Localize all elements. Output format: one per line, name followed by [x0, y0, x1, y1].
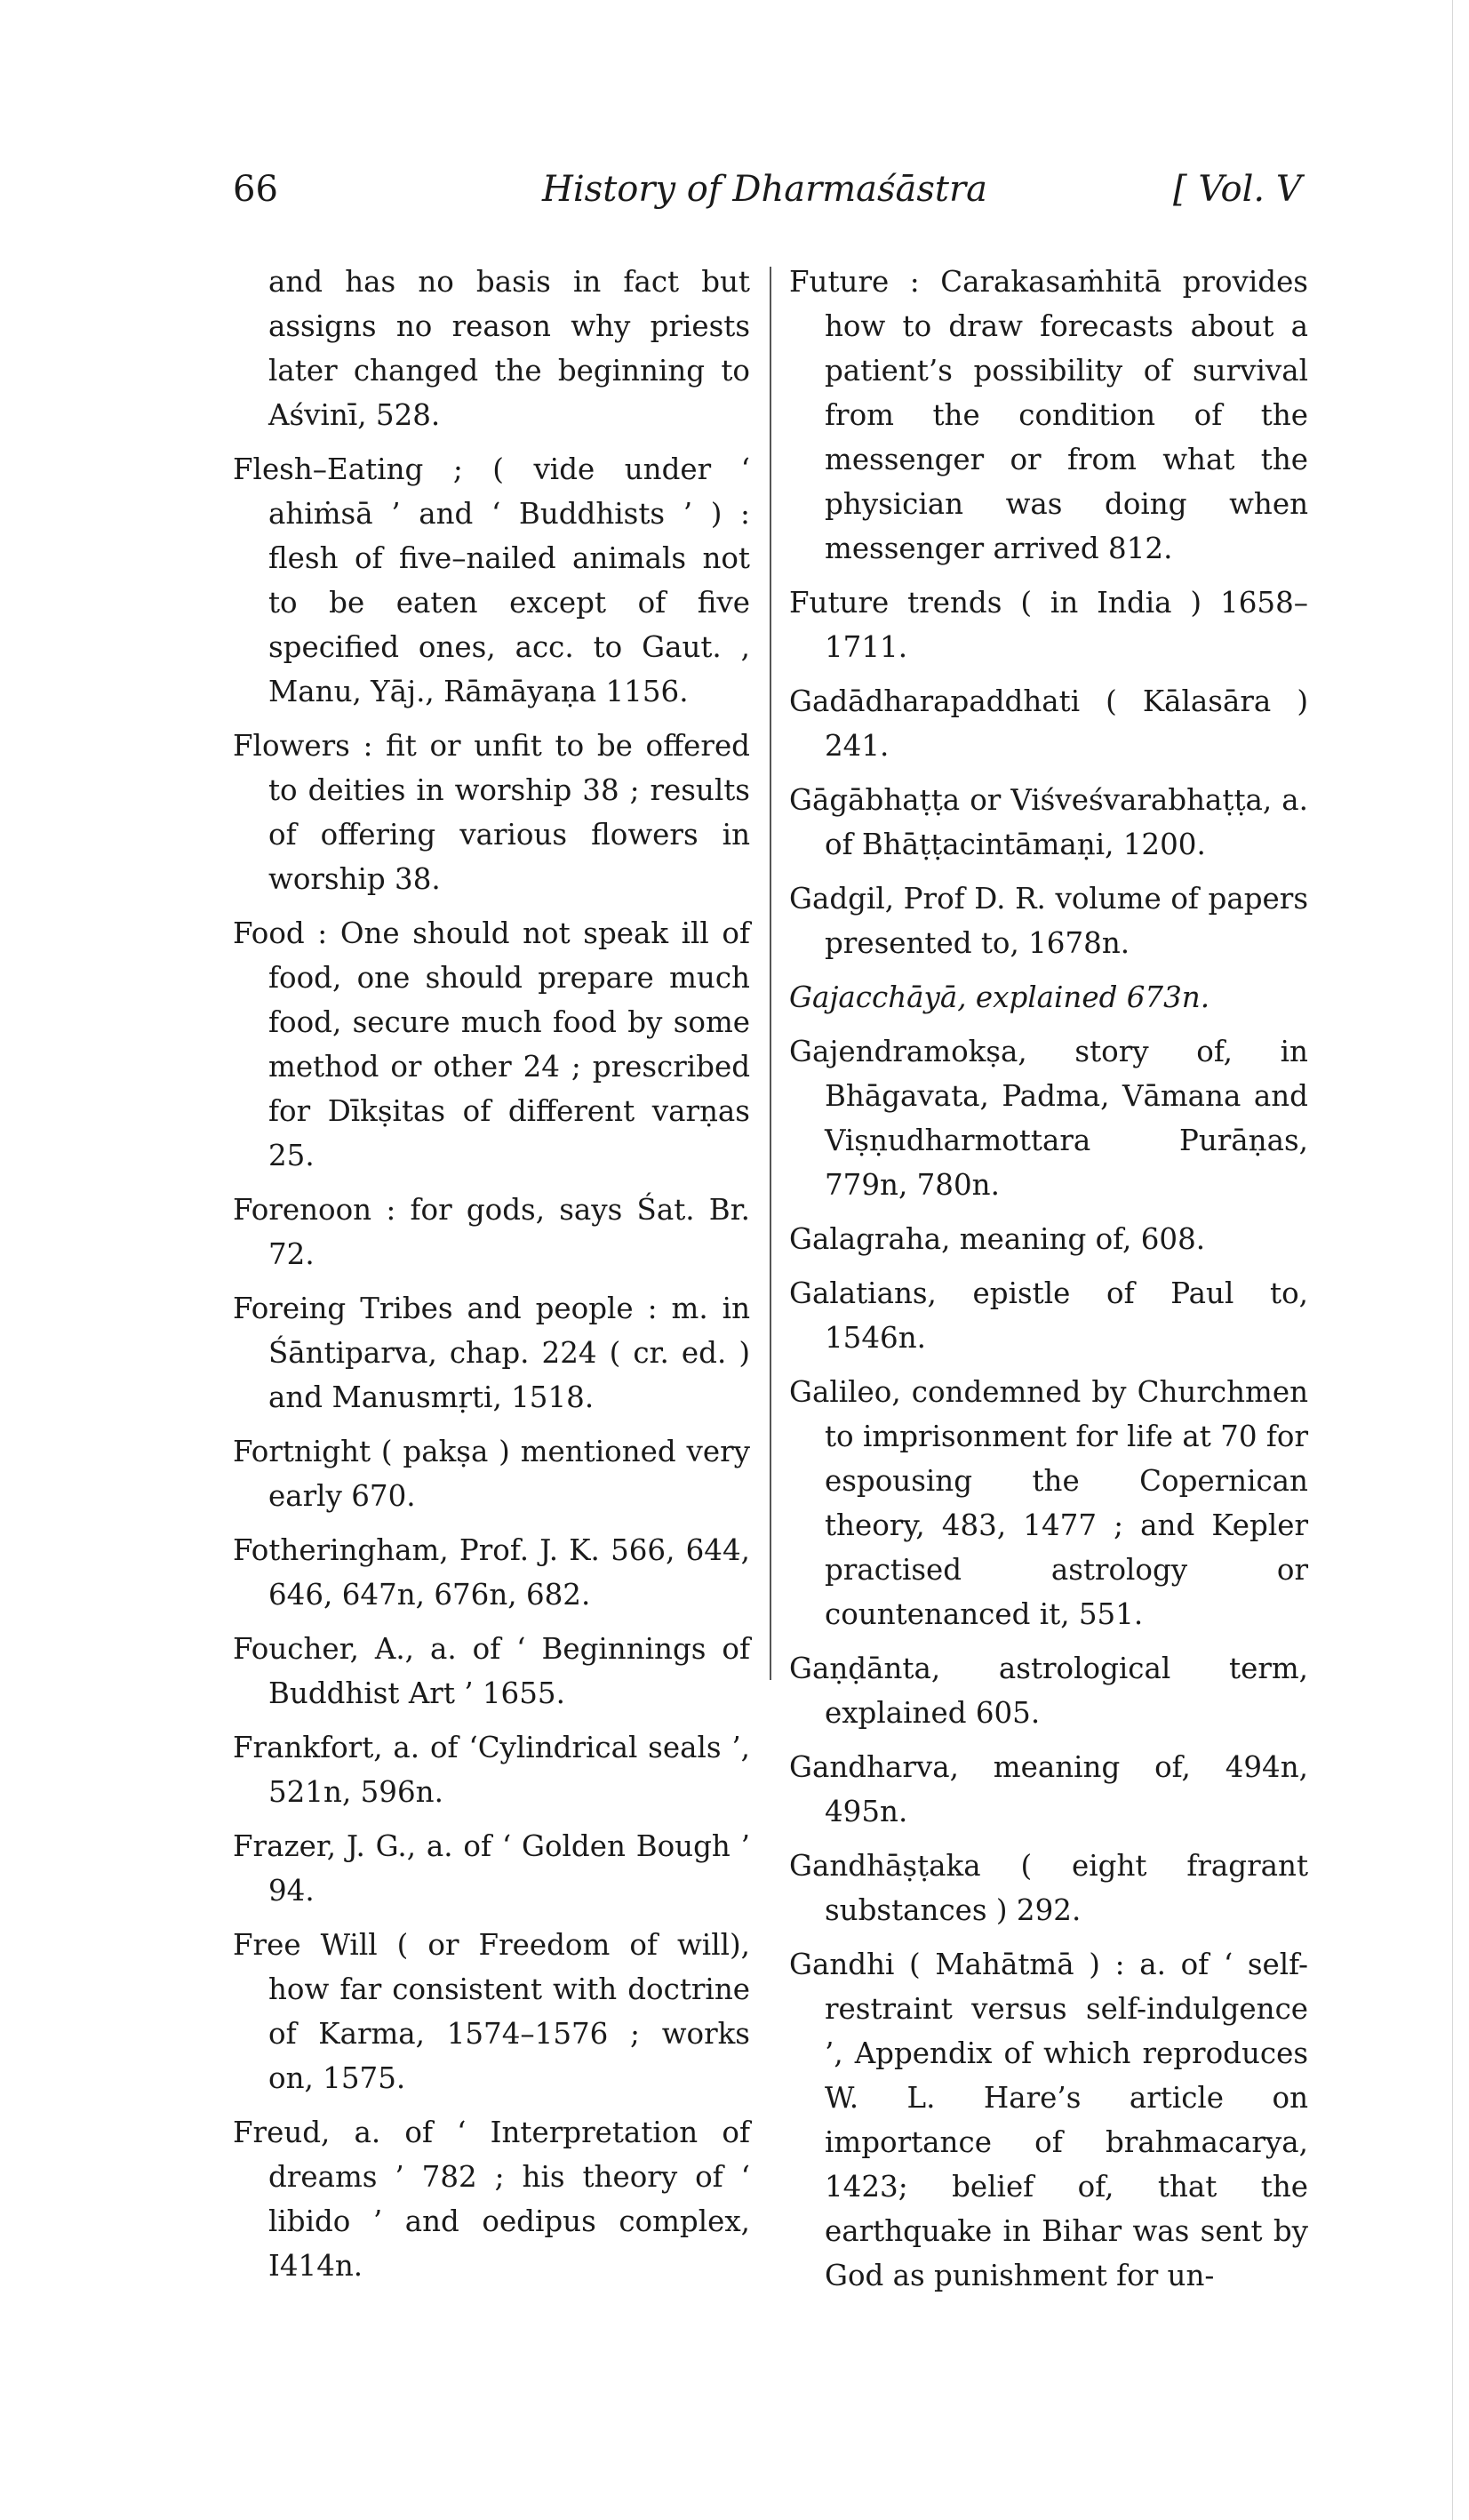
index-entry: Foucher, A., a. of ‘ Beginnings of Buddhist Art ’ 1655. — [233, 1632, 750, 1710]
index-entry: Flesh–Eating ; ( vide under ‘ ahiṁsā ’ and ‘ Buddhists ’ ) : flesh of five–nailed animals not to be eaten except of five specified ones, acc. to Gaut. , Manu, Yāj., Rāmāyaṇa 1156. — [233, 452, 750, 708]
index-entry: Galatians, epistle of Paul to, 1546n. — [789, 1276, 1308, 1355]
index-entry: Fotheringham, Prof. J. K. 566, 644, 646, 647n, 676n, 682. — [233, 1533, 750, 1612]
index-entry: Gajacchāyā, explained 673n. — [789, 980, 1210, 1014]
index-entry: Gandhi ( Mahātmā ) : a. of ‘ self-restraint versus self-indulgence ’, Appendix of which reproduces W. L. Hare’s article on importance of brahmacarya, 1423; belief of, that the earthquake in Bihar was sent by God as punishment for un- — [789, 1948, 1308, 2292]
page-header — [0, 169, 1469, 222]
index-entry: Gandharva, meaning of, 494n, 495n. — [789, 1750, 1308, 1828]
index-entry: Frazer, J. G., a. of ‘ Golden Bough ’ 94. — [233, 1829, 750, 1908]
index-entry: Future : Carakasaṁhitā provides how to draw forecasts about a patient’s possibility of survival from the condition of the messenger or from what the physician was doing when messenger arrived 812. — [789, 265, 1308, 565]
index-entry: Gadādharapaddhati ( Kālasāra ) 241. — [789, 684, 1308, 763]
left-column — [233, 260, 750, 2298]
column-divider — [770, 267, 771, 1680]
index-entry: Freud, a. of ‘ Interpretation of dreams ’ 782 ; his theory of ‘ libido ’ and oedipus complex, I414n. — [233, 2116, 750, 2283]
index-entry: Free Will ( or Freedom of will), how far consistent with doctrine of Karma, 1574–1576 ; works on, 1575. — [233, 1928, 750, 2095]
page-number: 66 — [233, 169, 278, 210]
right-column — [789, 260, 1308, 2308]
volume-label: [ Vol. V — [1173, 169, 1302, 210]
page-edge-line — [1452, 0, 1453, 2520]
index-entry: Foreing Tribes and people : m. in Śāntiparva, chap. 224 ( cr. ed. ) and Manusmṛti, 1518. — [233, 1292, 750, 1414]
index-entry: Gaṇḍānta, astrological term, explained 605. — [789, 1652, 1308, 1730]
index-entry: Future trends ( in India ) 1658–1711. — [789, 586, 1308, 664]
index-entry: and has no basis in fact but assigns no reason why priests later changed the beginning to Aśvinī, 528. — [268, 265, 750, 432]
index-entry: Food : One should not speak ill of food, one should prepare much food, secure much food by some method or other 24 ; prescribed for Dīkṣitas of different varṇas 25. — [233, 916, 750, 1172]
index-entry: Fortnight ( pakṣa ) mentioned very early 670. — [233, 1435, 750, 1513]
index-entry: Gadgil, Prof D. R. volume of papers presented to, 1678n. — [789, 882, 1308, 960]
index-entry: Galagraha, meaning of, 608. — [789, 1222, 1206, 1256]
index-entry: Gāgābhaṭṭa or Viśveśvarabhaṭṭa, a. of Bhāṭṭacintāmaṇi, 1200. — [789, 783, 1308, 861]
index-entry: Frankfort, a. of ‘Cylindrical seals ’, 521n, 596n. — [233, 1731, 750, 1809]
index-entry: Forenoon : for gods, says Śat. Br. 72. — [233, 1193, 750, 1271]
index-entry: Galileo, condemned by Churchmen to imprisonment for life at 70 for espousing the Copernican theory, 483, 1477 ; and Kepler practised astrology or countenanced it, 551. — [789, 1375, 1308, 1631]
running-title: History of Dharmaśāstra — [542, 169, 987, 210]
index-entry: Gajendramokṣa, story of, in Bhāgavata, Padma, Vāmana and Viṣṇudharmottara Purāṇas, 779n, 780n. — [789, 1035, 1308, 1202]
index-entry: Flowers : fit or unfit to be offered to deities in worship 38 ; results of offering various flowers in worship 38. — [233, 729, 750, 896]
index-entry: Gandhāṣṭaka ( eight fragrant substances ) 292. — [789, 1849, 1308, 1927]
